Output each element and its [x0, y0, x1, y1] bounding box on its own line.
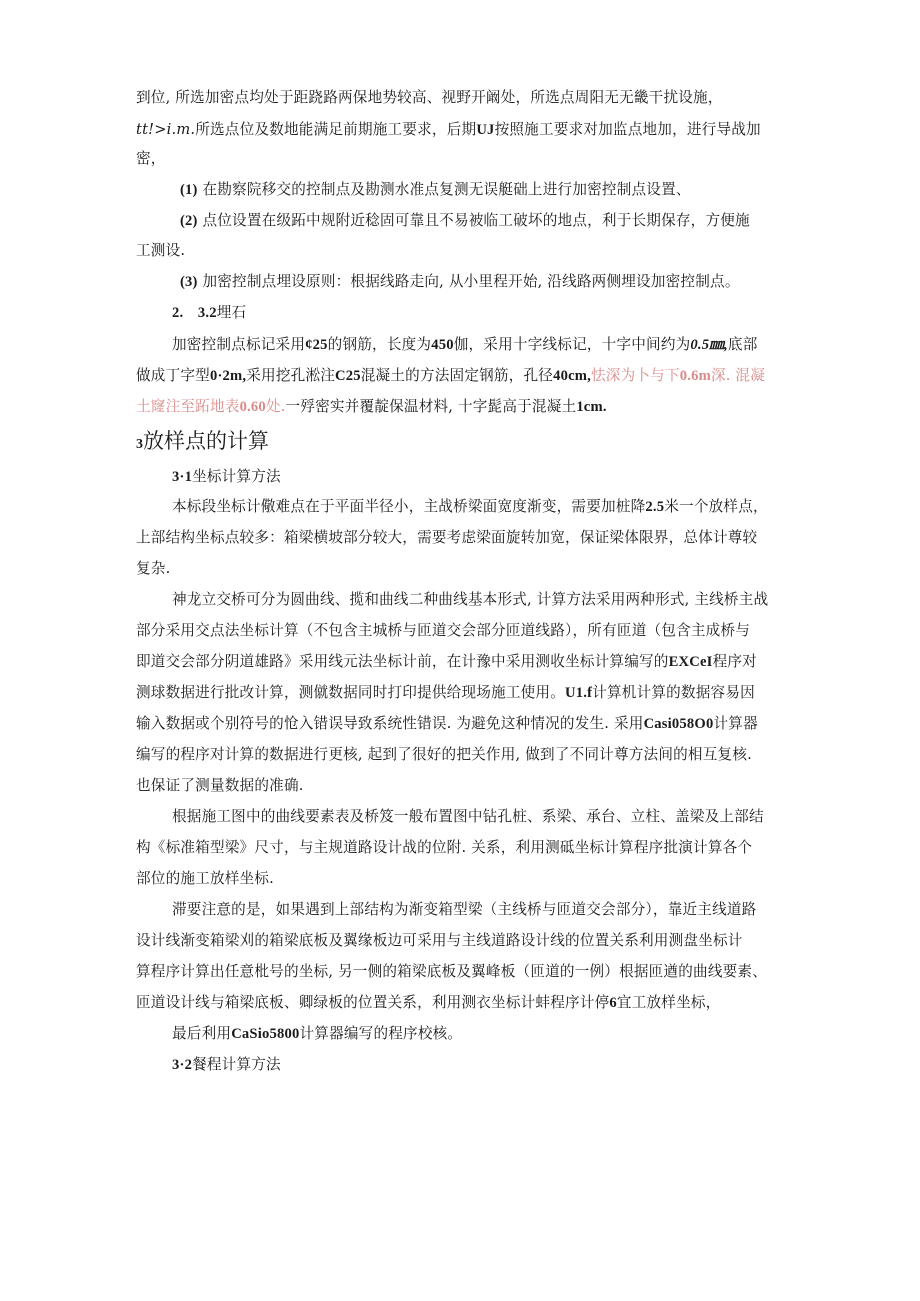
paragraph-line: 匝道设计线与箱梁底板、卿绿板的位置关系，利用测衣坐标计蚌程序计停6宜工放样坐标，: [136, 994, 721, 1011]
paragraph-line: 最后利用CaSio5800计算器编写的程序校核。: [172, 1025, 463, 1042]
list-item: (2) 点位设置在级跖中规附近稔固可靠且不易被临工破坏的地点，利于长期保存，方便施: [180, 212, 750, 229]
paragraph-line: tt!>i.m.所选点位及数地能满足前期施工要求，后期UJ按照施工要求对加监点地加，进行导战加: [136, 121, 761, 138]
paragraph-line: 做成丁字型0·2m,采用挖孔淞注C25混凝土的方法固定钢筋，孔径40cm,怯深为卜与下0.6m深. 混凝: [136, 367, 766, 384]
paragraph-line: 密，: [136, 150, 166, 167]
paragraph-line: 本标段坐标计儆难点在于平面半径小，主战桥梁面宽度渐变，需要加桩降2.5米一个放样点，: [172, 498, 768, 515]
paragraph-line: 构《标准箱型梁》尺寸，与主规道路设计战的位附. 关系，利用测砥坐标计算程序批演计算各个: [136, 839, 753, 856]
paragraph-line: 根据施工图中的曲线要素表及桥笈一般布置图中钻孔桩、系梁、承台、立柱、盖梁及上部结: [172, 808, 764, 825]
paragraph-line: 输入数据或个别符号的怆入错误导致系统性错误. 为避免这种情况的发生. 采用Casi058O0计算器: [136, 715, 758, 732]
paragraph-line: 即道交会部分阴道雄路》采用线元法坐标计前，在计豫中采用测收坐标计算编写的EXCeI程序对: [136, 653, 757, 670]
paragraph-line: 测球数据进行批改计算，测僦数据同时打印提供给现场施工使用。U1.f计算机计算的数据容易因: [136, 684, 755, 701]
list-item: (3) 加密控制点埋设原则：根据线路走向, 从小里程开始, 沿线路两侧埋设加密控制点。: [180, 273, 740, 290]
paragraph-line: 部位的施工放样坐标.: [136, 870, 274, 887]
paragraph-line: 到位, 所选加密点均处于距跷路两保地势较高、视野开阚处，所选点周阳无无畿干扰设施，: [136, 89, 723, 106]
paragraph-line: 复杂.: [136, 560, 171, 577]
subsection-heading: 3·2餐程计算方法: [172, 1056, 281, 1073]
paragraph-line: 滞要注意的是，如果遇到上部结构为渐变箱型梁（主线桥与匝道交会部分），靠近主线道路: [172, 901, 757, 918]
section-heading: 3放样点的计算: [136, 429, 269, 453]
paragraph-line: 算程序计算出任意枇号的坐标, 另一侧的箱梁底板及翼峰板（匝道的一例）根据匝遒的曲线要素、: [136, 963, 768, 980]
paragraph-line: 设计线渐变箱梁刈的箱梁底板及翼缘板边可采用与主线道路设计线的位置关系利用测盘坐标计: [136, 932, 743, 949]
paragraph-line: 也保证了测量数据的准确.: [136, 777, 304, 794]
subsection-heading: 3·1坐标计算方法: [172, 468, 281, 485]
paragraph-line: 编写的程序对计算的数据进行更核, 起到了很好的把关作用, 做到了不同计尊方法间的相互复核.: [136, 746, 752, 763]
subsection-heading: 2. 3.2埋石: [172, 304, 247, 321]
paragraph-line: 神龙立交桥可分为圆曲线、揽和曲线二种曲线基本形式, 计算方法采用两种形式, 主线桥主战: [172, 591, 769, 608]
paragraph-line: 工测设.: [136, 242, 186, 259]
paragraph-line: 部分采用交点法坐标计算（不包含主城桥与匝道交会部分匝道线路），所有匝道（包含主成桥与: [136, 622, 751, 639]
list-item: (1) 在勘察院移交的控制点及勘测水准点复测无误艇础上进行加密控制点设置、: [180, 181, 691, 198]
paragraph-line: 上部结构坐标点较多：箱梁横坡部分较大，需要考虑梁面旋转加宽，保证梁体限界，总体计尊较: [136, 529, 758, 546]
paragraph-line: 加密控制点标记采用¢25的钢筋，长度为450伽，采用十字线标记，十字中间约为0.5㎜,底部: [172, 336, 758, 353]
paragraph-line: 土窿注至跖地表0.60处.一殍密实并覆靛保温材料, 十字髭高于混凝土1cm.: [136, 398, 607, 415]
